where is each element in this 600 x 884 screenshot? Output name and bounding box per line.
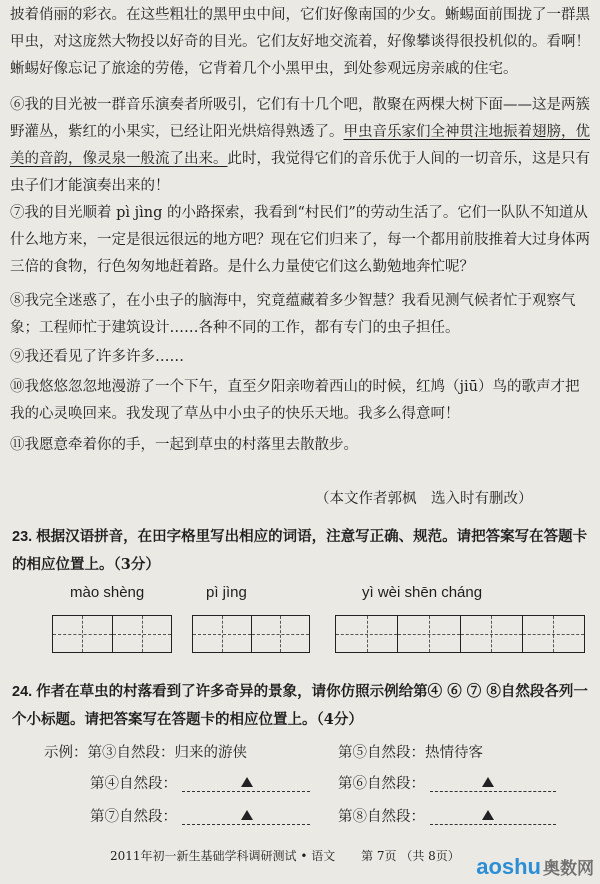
question-23-text: 根据汉语拼音，在田字格里写出相应的词语，注意写正确、规范。请把答案写在答题卡的相应位置上。（3分） [12, 528, 588, 573]
pinyin-label-1: mào shèng [70, 584, 145, 601]
answer-blank-7[interactable] [182, 824, 310, 825]
question-24-number: 24. [12, 684, 33, 700]
tianzige-cell[interactable] [461, 616, 523, 652]
passage-paragraph-cont [10, 2, 590, 83]
pinyin-label-3: yì wèi shēn cháng [362, 584, 483, 601]
question-23-number: 23. [12, 529, 33, 545]
p6-text-b: 此时，我觉得它们的音乐优于人间的一切音乐，这是只有虫子们才能演奏出来的！ [10, 151, 590, 194]
pinyin-label-2: pì jìng [206, 584, 247, 601]
passage-source: （本文作者郭枫 选入时有删改） [315, 491, 533, 507]
triangle-marker-icon [482, 777, 494, 787]
paragraph-7-text: ⑦我的目光顺着 pì jìng 的小路探索，我看到“村民们”的劳动生活了。它们一队队不知道从什么地方来，一定是很远很远的地方吧？现在它们归来了，每一个都用前肢推着大过身体两三倍的食物，行色匆匆地赶着路。是什么力量使它们这么勤勉地奔忙呢？ [10, 205, 590, 275]
p6-text-a: ⑥我的目光被一群音乐演奏者所吸引，它们有十几个吧，散聚在两棵大树下面——这是两簇野灌丛，紫红的小果实，已经让阳光烘焙得熟透了。 [10, 97, 590, 140]
blank-label-4: 第④自然段： [90, 776, 177, 792]
tianzige-cell[interactable] [53, 616, 113, 652]
answer-blank-8[interactable] [430, 824, 556, 825]
tianzige-cell[interactable] [193, 616, 252, 652]
paragraph-6-text [10, 92, 590, 200]
blank-label-8: 第⑧自然段： [338, 809, 425, 825]
tianzige-cell[interactable] [252, 616, 310, 652]
answer-blank-6[interactable] [430, 791, 556, 792]
example-paragraph-5: 第⑤自然段：热情待客 [338, 745, 483, 761]
paragraph-10-text: ⑩我悠悠忽忽地漫游了一个下午，直至夕阳亲吻着西山的时候，红鸠（jiū）鸟的歌声才把我的心灵唤回来。我发现了草丛中小虫子的快乐天地。我多么得意呵！ [10, 379, 580, 422]
example-paragraph-3: 示例：第③自然段：归来的游侠 [44, 745, 247, 761]
tianzige-cell[interactable] [113, 616, 172, 652]
watermark-brand: aoshu [476, 854, 541, 879]
passage-paragraph-6 [10, 92, 590, 200]
triangle-marker-icon [241, 777, 253, 787]
footer-exam-title: 2011年初一新生基础学科调研测试 • 语文 [110, 849, 336, 863]
passage-paragraph-10 [10, 374, 590, 428]
question-24 [12, 678, 592, 733]
tianzige-cell[interactable] [336, 616, 398, 652]
p6-underlined-sentence: 甲虫音乐家们全神贯注地振着翅膀，优美的音韵，像灵泉一般流了出来。 [10, 124, 590, 167]
page-footer [110, 847, 460, 864]
triangle-marker-icon [241, 810, 253, 820]
passage-paragraph-7 [10, 200, 590, 281]
tianzige-cell[interactable] [398, 616, 460, 652]
passage-paragraph-11 [10, 432, 590, 459]
paragraph-text: 披着俏丽的彩衣。在这些粗壮的黑甲虫中间，它们好像南国的少女。蜥蜴面前围拢了一群黑甲虫，对这庞然大物投以好奇的目光。它们友好地交流着，好像攀谈得很投机似的。看啊！蜥蜴好像忘记了旅途的劳倦，它背着几个小黑甲虫，到处参观远房亲戚的住宅。 [10, 7, 590, 77]
aoshu-watermark-logo [476, 854, 594, 880]
blank-label-7: 第⑦自然段： [90, 809, 177, 825]
tianzige-cell[interactable] [523, 616, 584, 652]
paragraph-11-text: ⑪我愿意牵着你的手，一起到草虫的村落里去散散步。 [10, 437, 358, 453]
question-24-text: 作者在草虫的村落看到了许多奇异的景象，请你仿照示例给第④ ⑥ ⑦ ⑧自然段各列一个小标题。请把答案写在答题卡的相应位置上。（4分） [12, 683, 588, 728]
watermark-cn: 奥数网 [543, 859, 594, 878]
footer-page-number: 第 7页 （共 8页） [361, 849, 460, 863]
blank-label-6: 第⑥自然段： [338, 776, 425, 792]
tianzige-box-1[interactable] [52, 615, 172, 653]
question-23 [12, 523, 592, 578]
tianzige-box-2[interactable] [192, 615, 310, 653]
paragraph-9-text: ⑨我还看见了许多许多…… [10, 349, 184, 365]
tianzige-box-3[interactable] [335, 615, 585, 653]
paragraph-8-text: ⑧我完全迷惑了，在小虫子的脑海中，究竟蕴藏着多少智慧？我看见测气候者忙于观察气象；工程师忙于建筑设计……各种不同的工作，都有专门的虫子担任。 [10, 293, 576, 336]
answer-blank-4[interactable] [182, 791, 310, 792]
passage-paragraph-8 [10, 288, 590, 342]
triangle-marker-icon [482, 810, 494, 820]
passage-paragraph-9 [10, 344, 590, 371]
